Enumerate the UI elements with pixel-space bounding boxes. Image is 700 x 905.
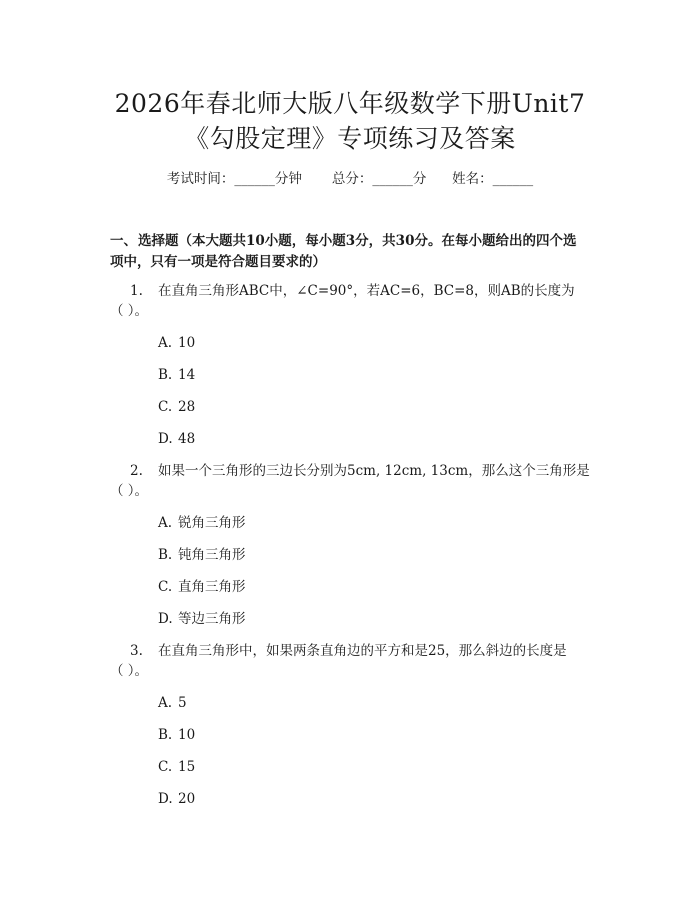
question-3-option-b: B. 10 [158, 727, 196, 743]
question-1-option-a: A. 10 [158, 335, 196, 351]
exam-info-row [0, 167, 700, 187]
score-unit: 分 [412, 171, 427, 187]
question-3-text: 在直角三角形中，如果两条直角边的平方和是25，那么斜边的长度是 [158, 643, 567, 659]
question-1-blank: （ ）。 [110, 303, 149, 319]
question-3-option-c: C. 15 [158, 759, 196, 775]
question-3-blank: （ ）。 [110, 663, 149, 679]
time-blank: ______ [234, 171, 275, 187]
name-blank: ______ [492, 171, 534, 187]
question-2-option-c: C. 直角三角形 [158, 579, 246, 595]
question-1-option-c: C. 28 [158, 399, 196, 415]
section-heading-line-1: 选择题（本大题共10小题，每小题3分，共30分。在每小题给出的四个选 [138, 233, 577, 249]
question-3-option-a: A. 5 [158, 695, 187, 711]
score-blank: ______ [372, 171, 413, 187]
time-label: 考试时间： [166, 171, 235, 187]
question-1-number: 1. [130, 283, 143, 299]
score-label: 总分： [331, 171, 373, 187]
name-label: 姓名： [452, 171, 493, 187]
section-heading [110, 231, 610, 252]
question-2-blank: （ ）。 [110, 483, 149, 499]
question-2-option-a: A. 锐角三角形 [158, 515, 246, 531]
page-title-line-2: 《勾股定理》专项练习及答案 [184, 124, 516, 153]
time-unit: 分钟 [274, 171, 302, 187]
page-title-line-1: 2026年春北师大版八年级数学下册Unit7 [114, 89, 586, 118]
question-2-number: 2. [130, 463, 143, 479]
question-1-text: 在直角三角形ABC中，∠C=90°，若AC=6，BC=8，则AB的长度为 [158, 283, 575, 299]
section-number: 一、 [110, 233, 137, 249]
section-heading-line-2: 项中，只有一项是符合题目要求的） [110, 254, 326, 270]
question-2-option-b: B. 钝角三角形 [158, 547, 246, 563]
question-2-option-d: D. 等边三角形 [158, 611, 246, 627]
question-3-number: 3. [130, 643, 143, 659]
question-2-text: 如果一个三角形的三边长分别为5cm, 12cm, 13cm，那么这个三角形是 [158, 463, 590, 479]
question-3-option-d: D. 20 [158, 791, 196, 807]
section-heading-continued [110, 252, 610, 273]
question-1-option-b: B. 14 [158, 367, 196, 383]
question-1-option-d: D. 48 [158, 431, 196, 447]
